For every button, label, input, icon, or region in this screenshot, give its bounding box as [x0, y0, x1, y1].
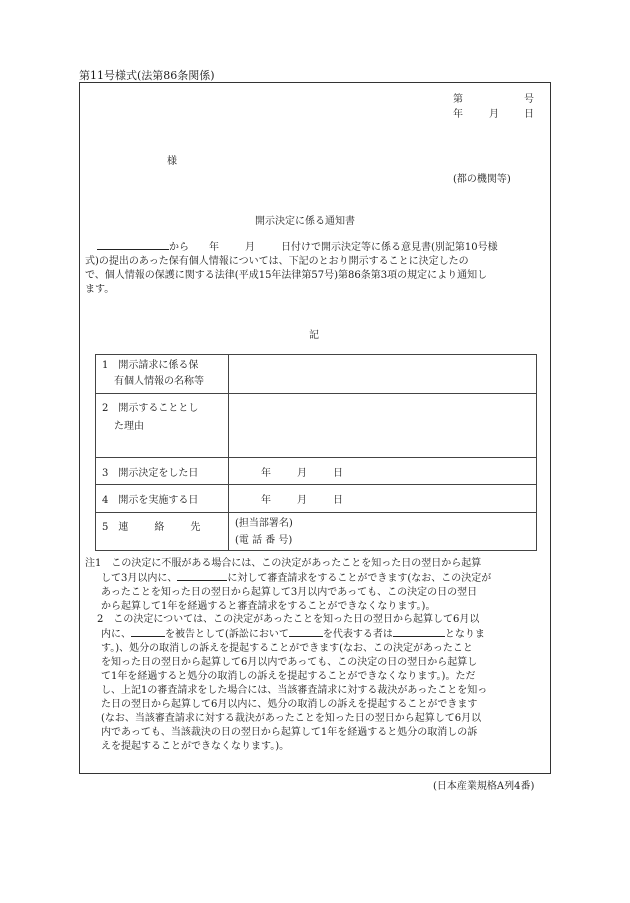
table-row — [96, 355, 537, 394]
note1-line2: して3月以内に、 に対して審査請求をすることができます(なお、この決定が — [101, 573, 492, 584]
row4-value[interactable]: 年 月 日 — [229, 485, 537, 513]
note-2 — [97, 613, 487, 754]
issuer: (都の機関等) — [453, 174, 511, 185]
note2-line2: 内に、 を被告として(訴訟において を代表する者は となりま — [101, 629, 485, 640]
blank-defendant — [131, 627, 165, 637]
footer-standard: (日本産業規格A列4番) — [433, 781, 535, 792]
table-row — [96, 394, 537, 458]
intro-paragraph — [85, 240, 498, 297]
row2-label: 2 開示することとし た理由 — [96, 394, 229, 458]
intro-line-1: から 年 月 日付けで開示決定等に係る意見書(別記第10号様 — [85, 240, 498, 255]
date-year: 年 — [453, 109, 463, 120]
intro-line-3: で、個人情報の保護に関する法律(平成15年法律第57号)第86条第3項の規定により通知し — [85, 270, 488, 281]
page-title: 開示決定に係る通知書 — [255, 216, 355, 227]
note2-line6: し、上記1の審査請求をした場合には、当該審査請求に対する裁決があったことを知っ — [101, 685, 488, 696]
note-1 — [85, 557, 491, 614]
date-day: 日 — [524, 109, 534, 120]
date-month: 月 — [489, 109, 499, 120]
note2-line8: (なお、当該審査請求に対する裁決があったことを知った日の翌日から起算して6月以 — [101, 713, 482, 724]
ki-heading: 記 — [309, 330, 319, 341]
row3-value[interactable]: 年 月 日 — [229, 458, 537, 485]
table-row — [96, 458, 537, 485]
table-row — [96, 513, 537, 551]
note2-line3: す。)、処分の取消しの訴えを提起することができます(なお、この決定があったこと — [101, 643, 473, 654]
row5-value[interactable]: (担当部署名) (電 話 番 号) — [229, 513, 537, 551]
blank-review-body — [177, 571, 227, 581]
blank-representative — [393, 627, 445, 637]
row2-value[interactable] — [229, 394, 537, 458]
note2-line5: て1年を経過すると処分の取消しの訴えを提起することができなくなります。)。ただ — [101, 671, 476, 682]
number-dai: 第 — [453, 94, 463, 105]
intro-line-2: 式)の提出のあった保有個人情報については、下記のとおり開示することに決定したの — [85, 256, 469, 267]
row1-value[interactable] — [229, 355, 537, 394]
intro-line-4: ます。 — [85, 284, 115, 295]
addressee-suffix: 様 — [167, 156, 177, 167]
row1-label: 1 開示請求に係る保 有個人情報の名称等 — [96, 355, 229, 394]
row3-label: 3 開示決定をした日 — [96, 458, 229, 485]
note1-line4: から起算して1年を経過すると審査請求をすることができなくなります。)。 — [101, 601, 436, 612]
note1-line3: あったことを知った日の翌日から起算して3月以内であっても、この決定の日の翌日 — [101, 587, 478, 598]
items-table — [95, 354, 537, 551]
note2-line9: 内であっても、当該裁決の日の翌日から起算して1年を経過すると処分の取消しの訴 — [101, 727, 478, 738]
note2-line1: 2 この決定については、この決定があったことを知った日の翌日から起算して6月以 — [97, 614, 480, 625]
row4-label: 4 開示を実施する日 — [96, 485, 229, 513]
number-go: 号 — [524, 94, 534, 105]
form-label: 第11号様式(法第86条関係) — [79, 69, 215, 82]
note2-line10: えを提起することができなくなります。)。 — [101, 741, 290, 752]
note2-line7: た日の翌日から起算して6月以内に、処分の取消しの訴えを提起することができます — [101, 699, 478, 710]
blank-represented — [289, 627, 323, 637]
note2-line4: を知った日の翌日から起算して6月以内であっても、この決定の日の翌日から起算し — [101, 657, 478, 668]
row5-label: 5 連 絡 先 — [96, 513, 229, 551]
blank-date-from — [97, 240, 169, 250]
note1-line1: 注1 この決定に不服がある場合には、この決定があったことを知った日の翌日から起算 — [85, 558, 482, 569]
table-row — [96, 485, 537, 513]
